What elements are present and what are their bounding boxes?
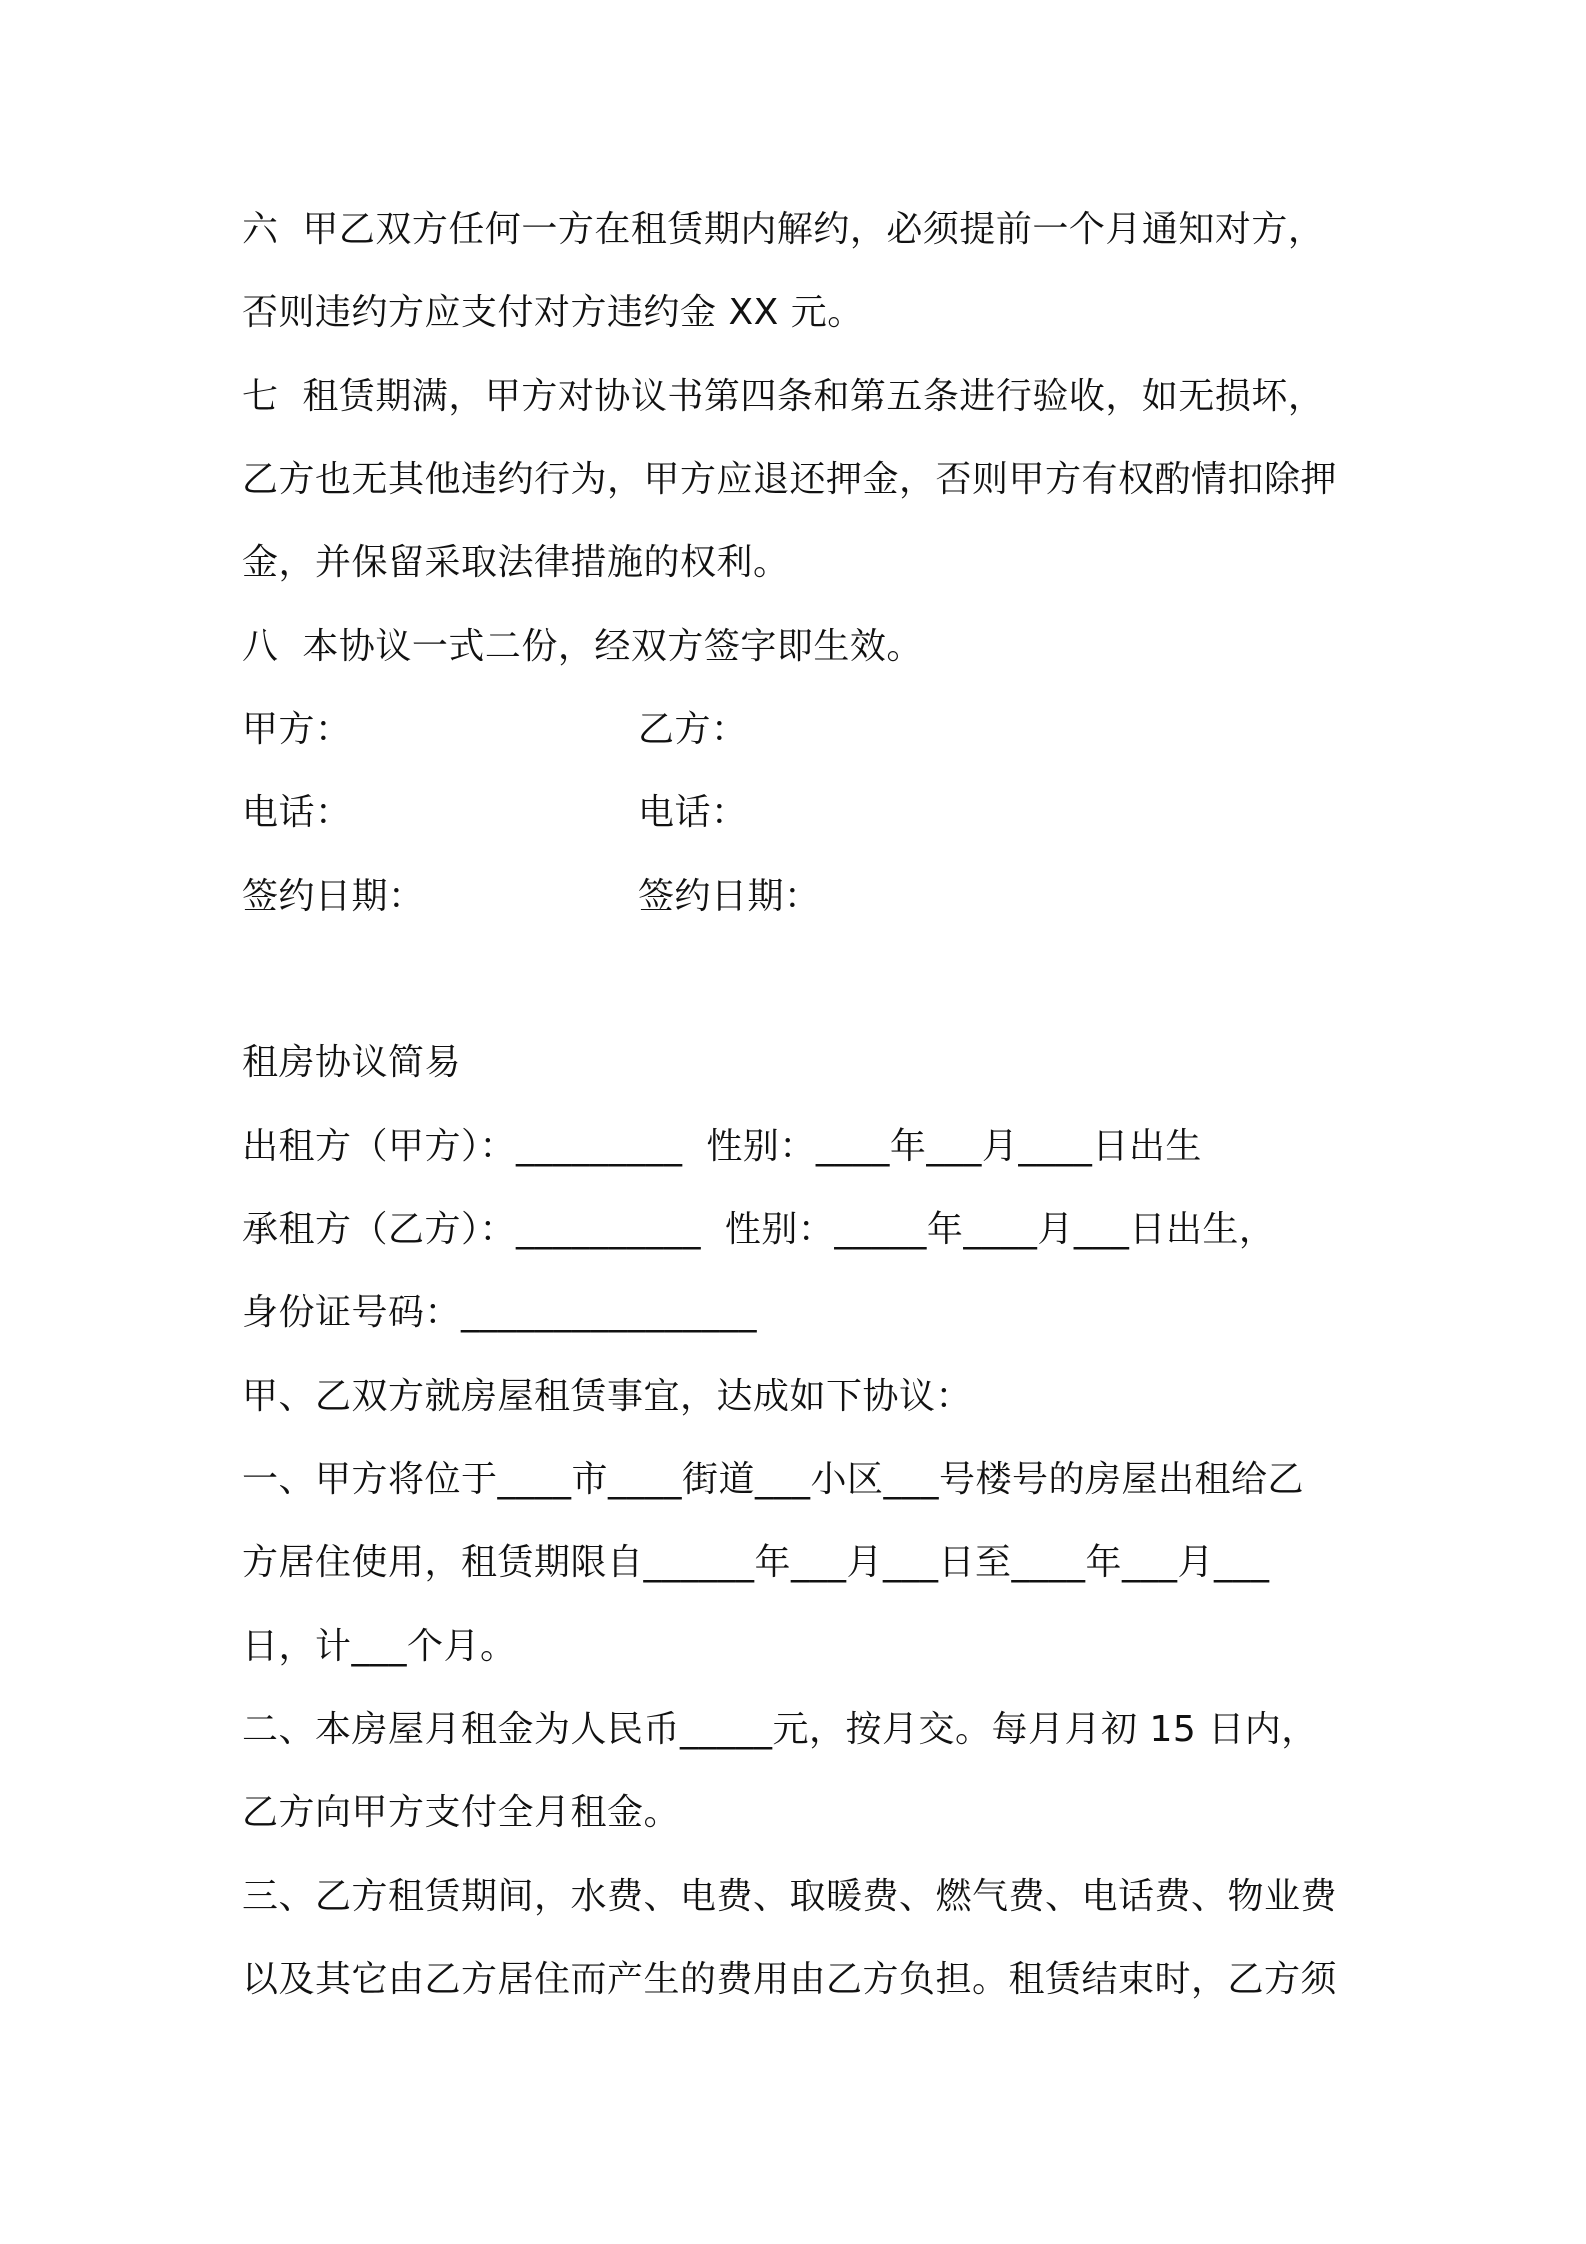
agreement-title: 租房协议简易 xyxy=(242,1042,462,1083)
clause-7-line-2: 乙方也无其他违约行为，甲方应退还押金，否则甲方有权酌情扣除押 xyxy=(242,459,1338,500)
item-1-line-1: 一、甲方将位于____市____街道___小区___号楼号的房屋出租给乙 xyxy=(242,1459,1305,1500)
party-b-label: 乙方： xyxy=(638,709,748,750)
lessor-line: 出租方（甲方）：_________ 性别：____年___月____日出生 xyxy=(242,1126,1202,1167)
agreement-intro: 甲、乙双方就房屋租赁事宜，达成如下协议： xyxy=(242,1376,973,1417)
phone-b-label: 电话： xyxy=(638,792,748,833)
item-1-line-3: 日，计___个月。 xyxy=(242,1626,517,1667)
clause-7-line-1: 七 租赁期满，甲方对协议书第四条和第五条进行验收，如无损坏， xyxy=(242,376,1325,417)
item-3-line-1: 三、乙方租赁期间，水费、电费、取暖费、燃气费、电话费、物业费 xyxy=(242,1876,1338,1917)
item-1-line-2: 方居住使用，租赁期限自______年___月___日至____年___月___ xyxy=(242,1542,1270,1583)
party-a-label: 甲方： xyxy=(242,709,352,750)
clause-6-line-1: 六 甲乙双方任何一方在租赁期内解约，必须提前一个月通知对方， xyxy=(242,209,1325,250)
item-2-line-1: 二、本房屋月租金为人民币_____元，按月交。每月月初 15 日内， xyxy=(242,1709,1318,1750)
item-3-line-2: 以及其它由乙方居住而产生的费用由乙方负担。租赁结束时，乙方须 xyxy=(242,1959,1338,2000)
sign-date-b-label: 签约日期： xyxy=(638,876,821,917)
clause-8-line-1: 八 本协议一式二份，经双方签字即生效。 xyxy=(242,626,923,667)
item-2-line-2: 乙方向甲方支付全月租金。 xyxy=(242,1792,681,1833)
clause-7-line-3: 金，并保留采取法律措施的权利。 xyxy=(242,542,790,583)
id-number-line: 身份证号码：________________ xyxy=(242,1292,758,1333)
phone-a-label: 电话： xyxy=(242,792,352,833)
lessee-line: 承租方（乙方）：__________ 性别：_____年____月___日出生， xyxy=(242,1209,1276,1250)
clause-6-line-2: 否则违约方应支付对方违约金 XX 元。 xyxy=(242,292,864,333)
sign-date-a-label: 签约日期： xyxy=(242,876,425,917)
